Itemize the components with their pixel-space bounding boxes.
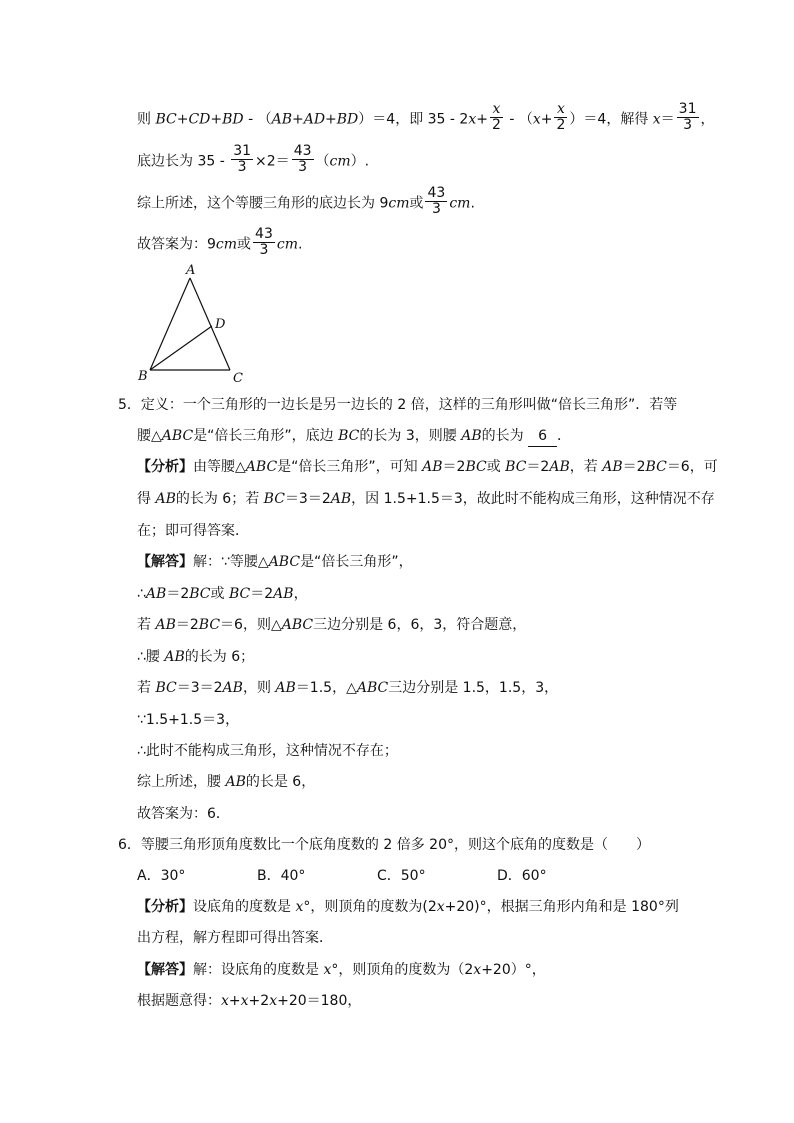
q5-solution-line-3: 若 AB＝2BC＝6，则△ABC三边分别是 6，6，3，符合题意， xyxy=(137,617,527,633)
q6-solution-line-2: 根据题意得：x+x+2x+20＝180， xyxy=(137,993,362,1009)
q5-analysis-line-3: 在；即可得答案． xyxy=(137,523,249,539)
vertex-label-c: C xyxy=(233,371,243,386)
fraction: $\frac{43}{3}$ xyxy=(293,143,312,175)
option-a[interactable]: A．30° xyxy=(137,868,186,884)
fraction: $\frac{43}{3}$ xyxy=(427,185,446,217)
vertex-label-d: D xyxy=(215,317,226,332)
fraction: $\frac{31}{3}$ xyxy=(233,143,252,175)
fraction: $\frac{31}{3}$ xyxy=(678,101,697,133)
option-d[interactable]: D．60° xyxy=(497,868,547,884)
triangle-figure xyxy=(130,262,260,388)
solution-line-3: 综上所述，这个等腰三角形的底边长为 9cm或 $\frac{43}{3}$ cm. xyxy=(137,185,475,217)
solution-line-1: 则 BC+CD+BD - （AB+AD+BD）＝4，即 35 - 2x+ $\frac{x}{2}$ - （x+ $\frac{x}{2}$ ）＝4，解得 x＝ $\frac{31}{3}$ ， xyxy=(137,101,715,133)
answer-blank: 6 xyxy=(528,426,557,447)
q5-solution-line-2: ∴AB＝2BC或 BC＝2AB， xyxy=(137,586,308,602)
fraction: $\frac{x}{2}$ xyxy=(556,101,566,133)
option-b[interactable]: B．40° xyxy=(257,868,306,884)
q5-solution-line-9: 故答案为：6． xyxy=(137,806,230,822)
q5-line-1: 5．定义：一个三角形的一边长是另一边长的 2 倍，这样的三角形叫做“倍长三角形”．若等 xyxy=(118,397,678,413)
fraction: $\frac{x}{2}$ xyxy=(491,101,501,133)
q5-solution-line-6: ∵1.5+1.5＝3， xyxy=(137,712,240,728)
solution-line-4: 故答案为：9cm或 $\frac{43}{3}$ cm. xyxy=(137,226,303,258)
q6-solution-line-1: 【解答】解：设底角的度数是 x°，则顶角的度数为（2x+20）°， xyxy=(137,962,546,978)
q6-line-1: 6．等腰三角形顶角度数比一个底角度数的 2 倍多 20°，则这个底角的度数是（ ） xyxy=(118,837,650,853)
solution-line-2: 底边长为 35 - $\frac{31}{3}$ ×2＝ $\frac{43}{3}$ （cm）. xyxy=(137,143,370,175)
q5-solution-line-1: 【解答】解：∵等腰△ABC是“倍长三角形”， xyxy=(137,554,413,570)
q5-line-2: 腰△ABC是“倍长三角形”，底边 BC的长为 3，则腰 AB的长为 6 ． xyxy=(137,426,571,447)
option-c[interactable]: C．50° xyxy=(377,868,426,884)
fraction: $\frac{43}{3}$ xyxy=(255,226,273,258)
vertex-label-b: B xyxy=(138,369,148,384)
q5-analysis-line-2: 得 AB的长为 6；若 BC＝3＝2AB，因 1.5+1.5＝3，故此时不能构成三角形，这种情况不存 xyxy=(137,491,715,507)
q5-solution-line-8: 综上所述，腰 AB的长是 6， xyxy=(137,774,316,790)
q5-solution-line-5: 若 BC＝3＝2AB，则 AB＝1.5，△ABC三边分别是 1.5，1.5，3， xyxy=(137,680,559,696)
q5-solution-line-4: ∴腰 AB的长为 6； xyxy=(137,649,255,665)
q6-options xyxy=(137,866,617,886)
vertex-label-a: A xyxy=(186,263,196,278)
q5-solution-line-7: ∴此时不能构成三角形，这种情况不存在； xyxy=(137,743,398,759)
q5-analysis-line-1: 【分析】由等腰△ABC是“倍长三角形”，可知 AB＝2BC或 BC＝2AB，若 AB＝2BC＝6，可 xyxy=(137,459,718,475)
q6-analysis-line-1: 【分析】设底角的度数是 x°，则顶角的度数为(2x+20)°，根据三角形内角和是 180°列 xyxy=(137,899,679,915)
q6-analysis-line-2: 出方程，解方程即可得出答案． xyxy=(137,930,333,946)
